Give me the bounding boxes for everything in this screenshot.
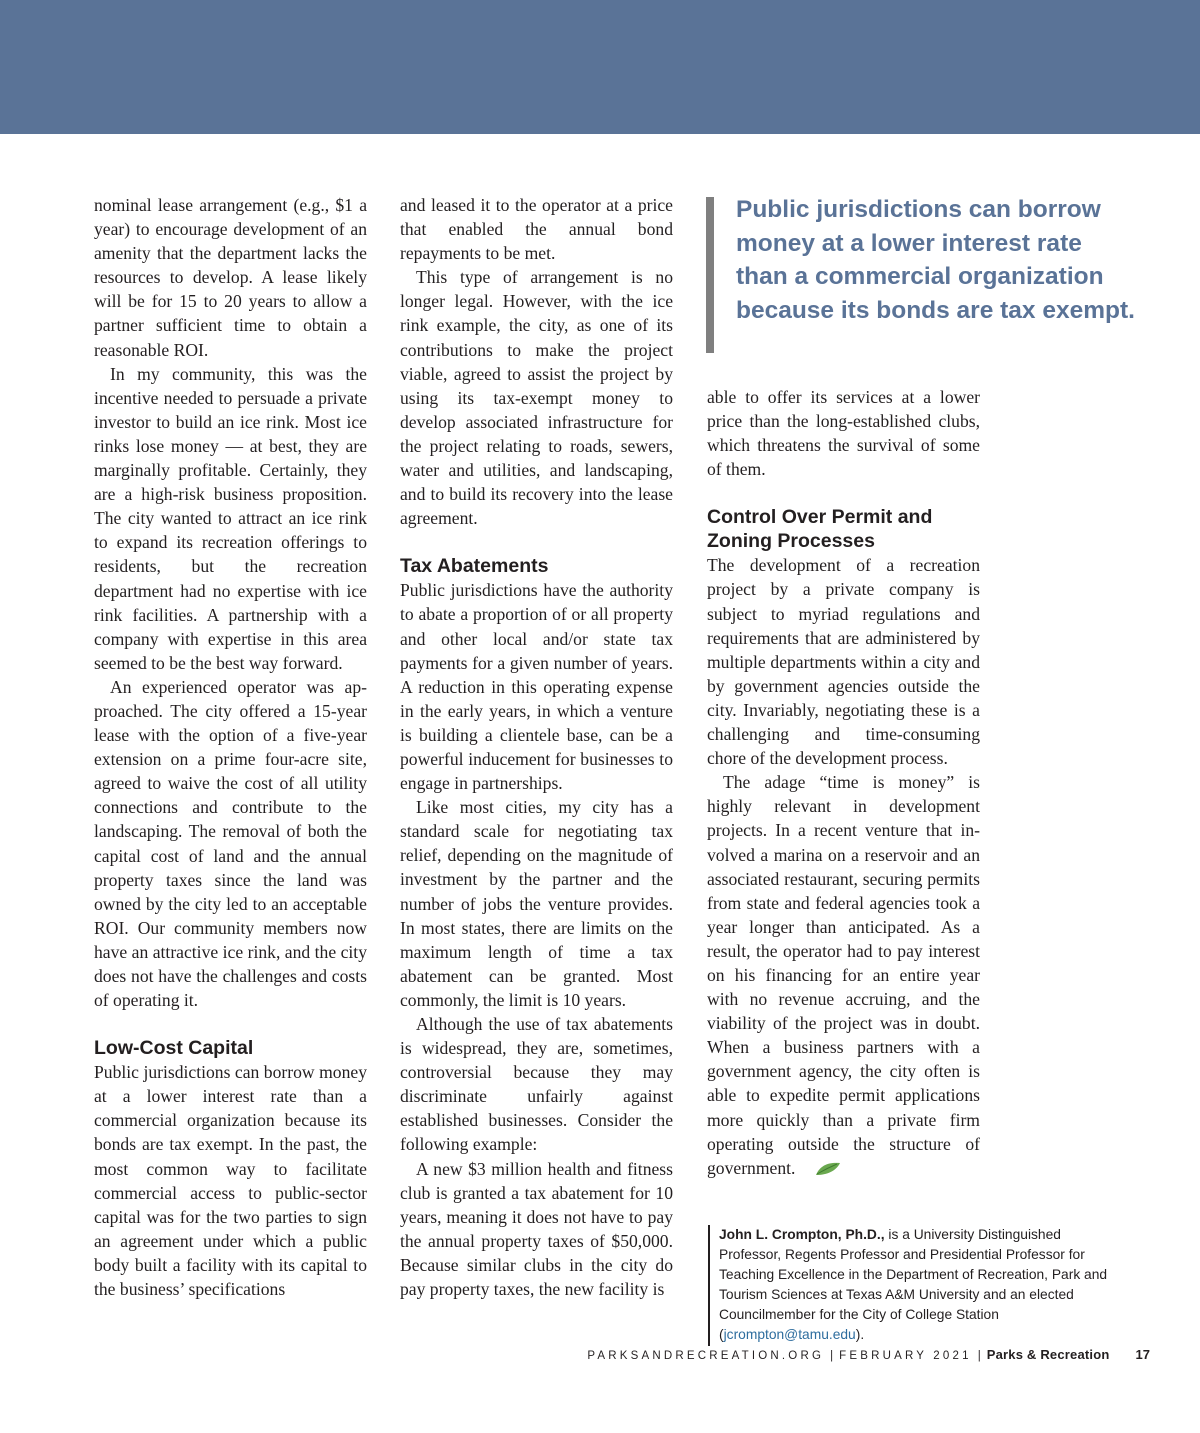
author-bio	[708, 1225, 1111, 1346]
col2-paragraph-4: Like most cities, my city has a standard scale for negotiating tax relief, depending on the magnitude of investment by the partner and the number of jobs the venture provides. In most states, there are limits on the maximum length of time a tax abatement can be granted. Most commonly, the limit is 10 years.	[400, 797, 673, 1010]
page-number: 17	[1135, 1347, 1150, 1362]
col3-paragraph-2: The development of a recreation project by a private company is subject to myriad regulations and requirements that are administered by multiple departments within a city and by government agencies outside the city. Invariably, negotiating these is a challenging and time-consuming chore of the development process.	[707, 555, 980, 769]
author-bio-end: ).	[855, 1327, 865, 1343]
col2-paragraph-5: Although the use of tax abatements is widespread, they are, sometimes, controversial because they may discriminate unfairly against established businesses. Consider the following example:	[400, 1014, 673, 1155]
heading-low-cost-capital: Low-Cost Capital	[94, 1037, 254, 1060]
footer-date: FEBRUARY 2021	[839, 1350, 972, 1362]
col2-paragraph-2: This type of arrangement is no longer legal. However, with the ice rink example, the city, as one of its contributions to make the project viable, agreed to assist the project by using its tax-exempt money to develop associated infrastructure for the project relating to roads, sewers, water and utilities, and landscaping, and to build its recovery into the lease agreement.	[400, 267, 673, 529]
col3-paragraph-3-text: The adage “time is money” is highly relevant in development projects. In a recent venture that involved a marina on a reservoir and an associated restaurant, securing permits from state and federal agencies took a year longer than anticipated. As a result, the operator had to pay interest on his financing for an entire year with no revenue accruing, and the viability of the project was in doubt. When a business partners with a government agency, the city often is able to expedite permit applications more quickly than a private firm operating outside the structure of government.	[707, 772, 980, 1178]
col3-paragraph-1: able to offer its services at a lower price than the long-established clubs, which threatens the survival of some of them.	[707, 387, 980, 480]
heading-tax-abatements: Tax Abatements	[400, 555, 549, 578]
col1-paragraph-1: nominal lease arrangement (e.g., $1 a year) to encourage development of an amenity that the department lacks the resources to develop. A lease likely will be for 15 to 20 years to allow a partner sufficient time to obtain a reasonable ROI.	[94, 195, 367, 360]
heading-control-over-permit: Control Over Permit and Zoning Processes	[707, 506, 933, 553]
col1-paragraph-2: In my community, this was the incentive needed to persuade a private investor to build an ice rink. Most ice rinks lose money — at best, they are marginally profitable. Certainly, they are a high-risk business proposition. The city wanted to attract an ice rink to expand its recreation offerings to residents, but the recreation department had no expertise with ice rink facilities. A partnership with a company with expertise in this area seemed to be the best way forward.	[94, 363, 367, 673]
col2-paragraph-3: Public jurisdictions have the authority to abate a proportion of or all property and other local and/or state tax payments for a given number of years. A reduction in this operating expense in the early years, in which a venture is building a clientele base, can be a powerful inducement for businesses to engage in partnerships.	[400, 580, 673, 794]
pull-quote	[706, 197, 1136, 353]
top-banner	[0, 0, 1200, 134]
author-email-link[interactable]: jcrompton@tamu.edu	[723, 1327, 856, 1343]
footer-site: PARKSANDRECREATION.ORG	[587, 1350, 825, 1362]
column-2	[400, 193, 673, 1301]
author-name: John L. Crompton, Ph.D.,	[719, 1227, 885, 1242]
footer-magazine-title: Parks & Recreation	[986, 1347, 1110, 1362]
column-1	[94, 193, 367, 1301]
page-footer	[0, 1347, 1150, 1362]
pull-quote-text: Public jurisdictions can borrow money at a lower interest rate than a commercial organization because its bonds are tax exempt.	[736, 196, 1135, 324]
col2-paragraph-1: and leased it to the operator at a price that enabled the annual bond repayments to be met.	[400, 195, 673, 264]
leaf-icon	[799, 1158, 841, 1182]
footer-separator: |	[977, 1350, 981, 1362]
col3-paragraph-3	[707, 770, 980, 1182]
footer-separator: |	[830, 1350, 834, 1362]
column-3	[707, 385, 980, 1182]
col1-paragraph-4: Public jurisdictions can borrow money at a lower interest rate than a commercial organization because its bonds are tax exempt. In the past, the most common way to facilitate commercial access to public-sector capital was for the two parties to sign an agreement under which a public body built a facility with its capital to the business’ specifications	[94, 1062, 367, 1300]
col1-paragraph-3: An experienced operator was approached. The city offered a 15-year lease with the option of a five-year extension on a prime four-acre site, agreed to waive the cost of all utility connections and contribute to the landscaping. The removal of both the capital cost of land and the annual property taxes since the land was owned by the city led to an acceptable ROI. Our community members now have an attractive ice rink, and the city does not have the challenges and costs of operating it.	[94, 676, 367, 1011]
author-bio-text: is a University Distinguished Professor, Regents Professor and Presidential Professor for Teaching Excellence in the Department of Recreation, Park and Tourism Sciences at Texas A&M University and an elected Councilmember for the City of College Station (	[719, 1227, 1108, 1343]
col2-paragraph-6: A new $3 million health and fitness club is granted a tax abatement for 10 years, meaning it does not have to pay the annual property taxes of $50,000. Because similar clubs in the city do pay property taxes, the new facility is	[400, 1158, 673, 1300]
